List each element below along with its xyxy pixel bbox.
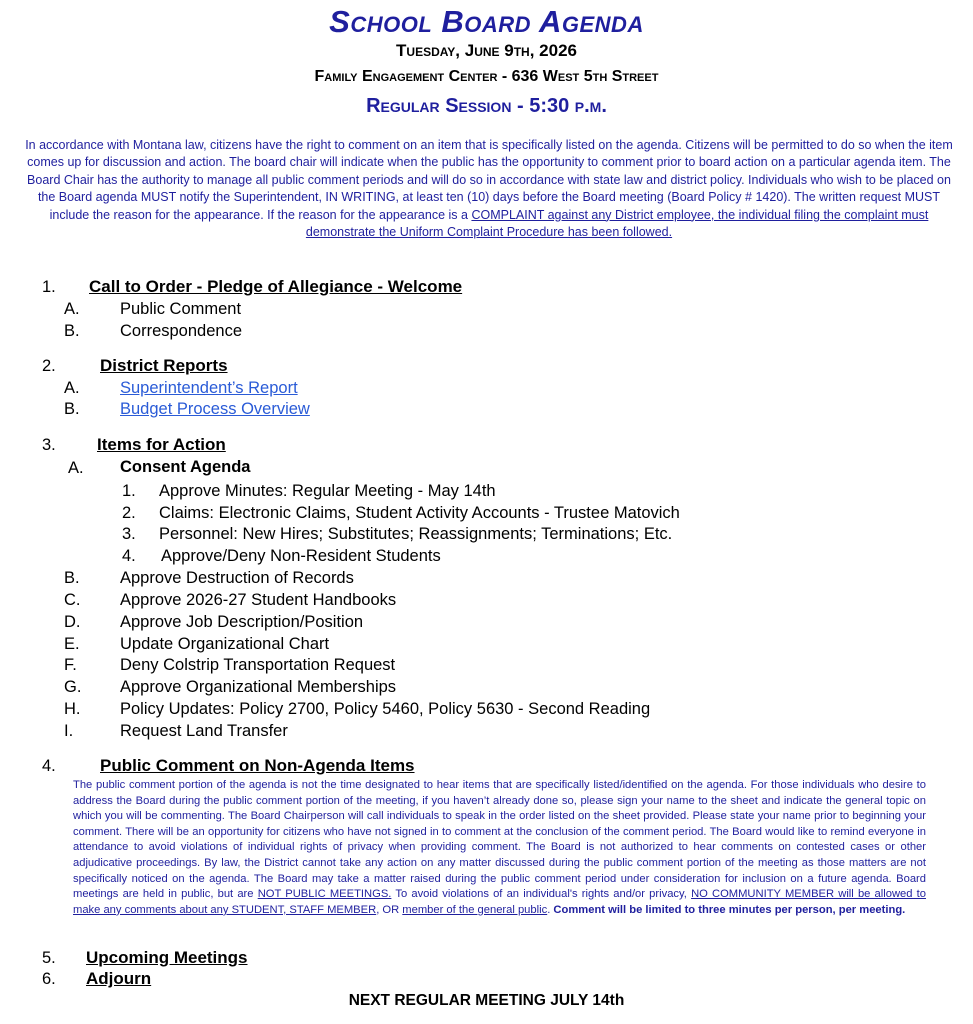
section-heading-district-reports: District Reports (100, 356, 228, 375)
item-letter: F. (64, 656, 77, 674)
section-number: 5. (42, 949, 56, 967)
public-comment-notice (24, 137, 954, 241)
item-letter: B. (64, 569, 80, 587)
action-item: Approve Organizational Memberships (120, 678, 397, 696)
consent-item-non-resident: Approve/Deny Non-Resident Students (161, 547, 441, 565)
action-item: Approve Job Description/Position (120, 613, 364, 631)
action-item: Approve Destruction of Records (120, 569, 354, 587)
policy-text: The public comment portion of the agenda is not the time designated to hear items that are specifically listed/identified on the agenda. For those individuals who desire to address the Board during the public comment portion of the meeting, if you haven’t already done so, please sign your name to the sheet and indicate the general topic on which you will be commenting. The Board Chairperson will call individuals to speak in the order listed on the sheet provided. Please state your name prior to beginning your comment. There will be an opportunity for citizens who have not signed in to comment at the conclusion of the comment period. The Board would like to remind everyone in attendance to avoid violations of individual rights of privacy when providing comment. The Board is not authorized to hear comments on contested cases or other adjudicative proceedings. By law, the District cannot take any action on any matter discussed during the public comment portion of the meeting as those matters are not specifically noticed on the agenda. The Board may take a matter raised during the public comment period under consideration for inclusion on a future agenda. Board meetings are held in public, but are (73, 779, 926, 901)
consent-item-claims: Claims: Electronic Claims, Student Activity Accounts - Trustee Matovich (159, 504, 680, 522)
section-heading-call-to-order: Call to Order - Pledge of Allegiance - Welcome (89, 277, 463, 296)
section-number: 3. (42, 436, 56, 454)
meeting-location: Family Engagement Center - 636 West 5th Street (314, 68, 659, 85)
notice-text: In accordance with Montana law, citizens have the right to comment on an item that is specifically listed on the agenda. Citizens will be permitted to do so when the item comes up for discussion and action. The board chair will indicate when the public has the opportunity to comment prior to board action on a particular agenda item. The Board Chair has the authority to manage all public comment periods and will do so in accordance with state law and district policy. Individuals who wish to be placed on the Board agenda MUST notify the Superintendent, IN WRITING, at least ten (10) days before the Board meeting (Board Policy # 1420). The written request MUST include the reason for the appearance. If the reason for the appearance is a (25, 138, 953, 222)
section-heading-public-comment: Public Comment on Non-Agenda Items (100, 756, 415, 775)
policy-text: To avoid violations of an individual's rights and/or privacy, (391, 888, 692, 901)
item-letter: D. (64, 613, 81, 631)
sub-item-number: 3. (122, 525, 136, 543)
item-letter: E. (64, 635, 80, 653)
superintendent-report-link[interactable]: Superintendent’s Report (120, 379, 298, 397)
meeting-date: Tuesday, June 9th, 2026 (396, 41, 577, 60)
notice-complaint-underlined: COMPLAINT against any District employee, the individual filing the complaint must demonstrate the Uniform Complaint Procedure has been followed. (305, 207, 929, 240)
consent-item-minutes: Approve Minutes: Regular Meeting - May 14th (159, 482, 496, 500)
item-letter: I. (64, 722, 74, 740)
action-item: Update Organizational Chart (120, 635, 330, 653)
item-letter: C. (64, 591, 81, 609)
section-heading-items-for-action: Items for Action (97, 435, 226, 454)
sub-item-number: 4. (122, 547, 136, 565)
action-item: Approve 2026-27 Student Handbooks (120, 591, 397, 609)
item-letter: A. (68, 459, 84, 477)
next-meeting-notice: NEXT REGULAR MEETING JULY 14th (348, 992, 625, 1009)
section-heading-upcoming-meetings: Upcoming Meetings (86, 948, 248, 967)
policy-no-community-member: NO COMMUNITY MEMBER will be allowed to make any comments about any STUDENT, STAFF MEMBER (73, 888, 926, 916)
action-item: Policy Updates: Policy 2700, Policy 5460, Policy 5630 - Second Reading (120, 700, 651, 718)
consent-item-personnel: Personnel: New Hires; Substitutes; Reassignments; Terminations; Etc. (159, 525, 673, 543)
section-heading-adjourn: Adjourn (86, 969, 152, 988)
action-item: Request Land Transfer (120, 722, 288, 740)
item-letter: H. (64, 700, 81, 718)
agenda-title: School Board Agenda (329, 4, 644, 39)
session-time: Regular Session - 5:30 p.m. (366, 95, 607, 117)
action-item: Deny Colstrip Transportation Request (120, 656, 396, 674)
item-letter: A. (64, 379, 80, 397)
sub-item-number: 2. (122, 504, 136, 522)
policy-text: , OR (376, 903, 403, 916)
section-number: 1. (42, 278, 56, 296)
budget-process-overview-link[interactable]: Budget Process Overview (120, 400, 310, 418)
item-letter: B. (64, 322, 80, 340)
consent-agenda-heading: Consent Agenda (120, 458, 251, 476)
sub-item-number: 1. (122, 482, 136, 500)
section-number: 2. (42, 357, 56, 375)
policy-time-limit: Comment will be limited to three minutes per person, per meeting. (553, 903, 906, 916)
section-number: 4. (42, 757, 56, 775)
item-letter: A. (64, 300, 80, 318)
policy-not-public-meetings: NOT PUBLIC MEETINGS. (257, 888, 392, 901)
section-number: 6. (42, 970, 56, 988)
policy-general-public: member of the general public (402, 903, 548, 916)
policy-text: . (547, 903, 554, 916)
item-letter: B. (64, 400, 80, 418)
public-comment-policy (73, 778, 926, 918)
item-correspondence: Correspondence (120, 322, 242, 340)
item-letter: G. (64, 678, 82, 696)
item-public-comment: Public Comment (120, 300, 242, 318)
